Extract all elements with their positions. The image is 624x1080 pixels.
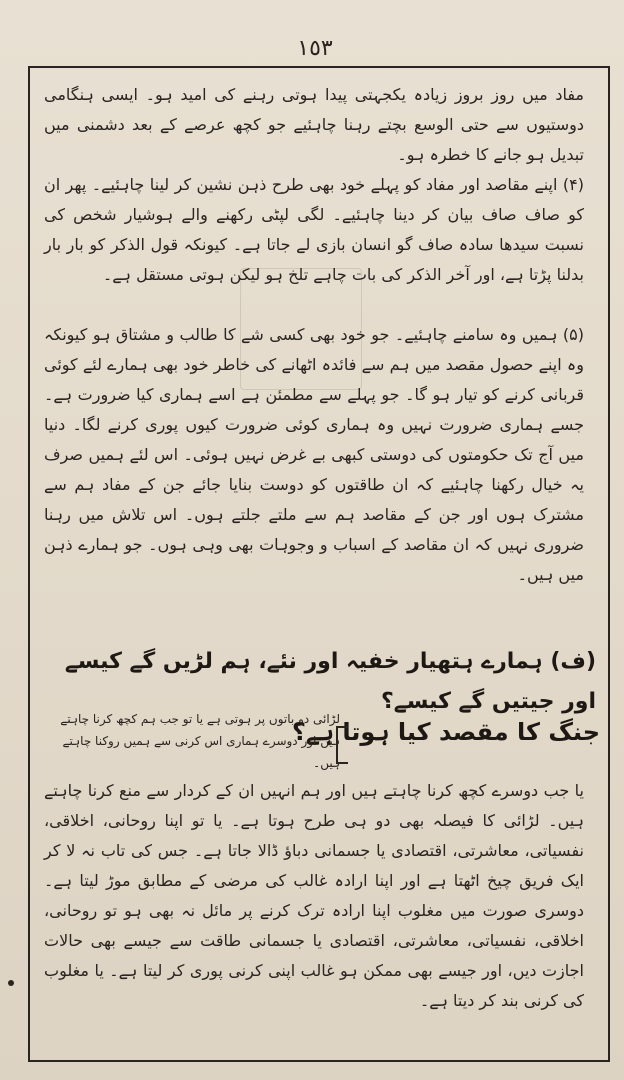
margin-mark <box>8 980 14 986</box>
paragraph-group-bottom <box>44 776 584 1016</box>
paragraph: (۴) اپنے مقاصد اور مفاد کو پہلے خود بھی طرح ذہن نشین کر لینا چاہئیے۔ پھر ان کو صاف صاف بیان کر دینا چاہئیے۔ لگی لپٹی رکھنے والے ہوشیار شخص کی نسبت سیدھا سادہ صاف گو انسان بازی لے جاتا ہے۔ کیونکہ قول الذکر کو بار بار بدلنا پڑتا ہے، اور آخر الذکر کی بات چاہے تلخ ہو لیکن ہوتی مستقل ہے۔ <box>44 175 584 284</box>
paragraph: (۵) ہمیں وہ سامنے چاہئیے۔ جو خود بھی کسی شے کا طالب و مشتاق ہو کیونکہ وہ اپنے حصول مقصد میں ہم سے فائدہ اٹھانے کی خاطر خود بھی ہمارے لئے کوئی قربانی کرنے کو تیار ہو گا۔ جو پہلے سے مطمئن ہے اسے ہماری کیا ضرورت ہے۔ جسے ہماری ضرورت نہیں وہ ہماری کوئی ضرورت کیوں پوری کرنے لگا۔ دنیا میں آج تک حکومتوں کی دوستی کبھی بے غرض نہیں ہوئی۔ اس لئے ہمیں صرف یہ خیال رکھنا چاہئیے کہ ان طاقتوں کو دوست بنایا جائے جن کے مفاد ہم سے مشترک ہوں اور جن کے مقاصد ہم سے ملتے جلتے ہوں۔ اس تلاش میں رہنا ضروری نہیں کہ ان مقاصد کے اسباب و وجوہات بھی وہی ہوں۔ جو ہمارے ذہن میں ہیں۔ <box>44 325 584 584</box>
paragraph-group-middle <box>44 320 584 590</box>
section-heading: (ف) ہمارے ہتھیار خفیہ اور نئے، ہم لڑیں گے کیسے اور جیتیں گے کیسے؟ <box>64 649 596 714</box>
paragraph: مفاد میں روز بروز زیادہ یکجہتی پیدا ہوتی رہنے کی امید ہو۔ ایسی ہنگامی دوستیوں سے حتی الوسع بچتے رہنا چاہئیے جو کچھ عرصے کے بعد دشمنی میں تبدیل ہو جانے کا خطرہ ہو۔ <box>44 85 584 164</box>
page-number: ١٥٣ <box>297 36 333 61</box>
paragraph: یا جب دوسرے کچھ کرنا چاہتے ہیں اور ہم انہیں ان کے کردار سے منع کرنا چاہتے ہیں۔ لڑائی کا فیصلہ بھی دو ہی طرح ہوتا ہے۔ یا تو اپنا روحانی، اخلاقی، نفسیاتی، معاشرتی، اقتصادی یا جسمانی دباؤ ڈالا جاتا ہے۔ جس کی تاب نہ لا کر ایک فریق چیخ اٹھتا ہے اور اپنا ارادہ غالب کی مرضی کے مطابق موڑ لیتا ہے۔ دوسری صورت میں مغلوب اپنا ارادہ ترک کرنے پر مائل نہ بھی ہو تو روحانی، اخلاقی، نفسیاتی، معاشرتی، اقتصادی یا جسمانی طاقت سے جیسے بھی حالات اجازت دیں، اور جیسے بھی ممکن ہو غالب اپنی کرنی پوری کر لیتا ہے۔ یا مغلوب کی کرنی بند کر دیتا ہے۔ <box>44 781 584 1010</box>
subheading-title: جنگ کا مقصد کیا ہوتا ہے؟ <box>291 718 600 746</box>
subheading-row <box>40 700 600 772</box>
paragraph-group-top <box>44 80 584 290</box>
subheading-note: لڑائی دو باتوں پر ہوتی ہے یا تو جب ہم کچھ کرنا چاہتے ہیں اور دوسرے ہماری اس کرنی سے ہمیں روکنا چاہتے ہیں۔ <box>60 712 340 770</box>
